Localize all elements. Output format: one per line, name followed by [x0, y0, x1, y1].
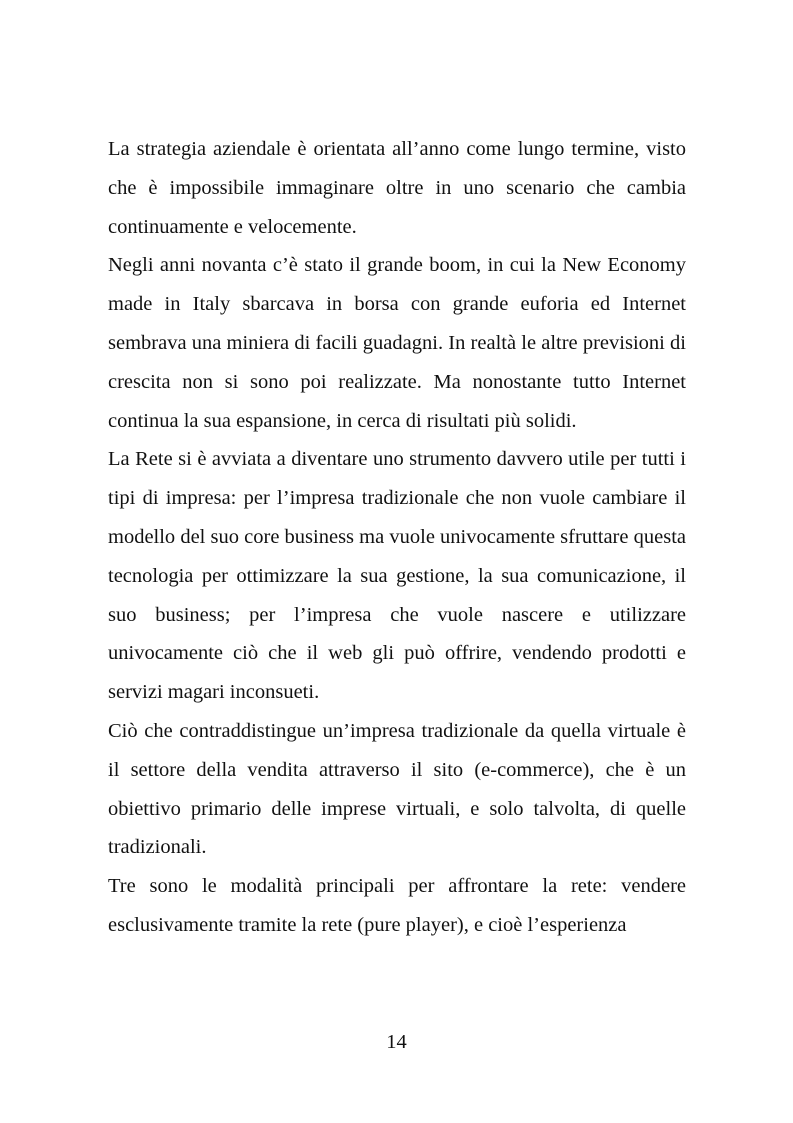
paragraph-network-tool: La Rete si è avviata a diventare uno strumento davvero utile per tutti i tipi di impresa: per l’impresa tradizionale che non vuole cambiare il modello del suo core business ma vuole univocamente sfruttare questa tecnologia per ottimizzare la sua gestione, la sua comunicazione, il suo business; per l’impresa che vuole nascere e utilizzare univocamente ciò che il web gli può offrire, vendendo prodotti e servizi magari inconsueti. [108, 448, 686, 704]
paragraph-ecommerce: Ciò che contraddistingue un’impresa tradizionale da quella virtuale è il settore della vendita attraverso il sito (e-commerce), che è un obiettivo primario delle imprese virtuali, e solo talvolta, di quelle tradizionali. [108, 719, 686, 859]
page-number: 14 [386, 1031, 407, 1053]
body-text [108, 130, 686, 945]
paragraph-new-economy: Negli anni novanta c’è stato il grande boom, in cui la New Economy made in Italy sbarcava in borsa con grande euforia ed Internet sembrava una miniera di facili guadagni. In realtà le altre previsioni di crescita non si sono poi realizzate. Ma nonostante tutto Internet continua la sua espansione, in cerca di risultati più solidi. [108, 254, 686, 432]
paragraph-strategy: La strategia aziendale è orientata all’anno come lungo termine, visto che è impossibile immaginare oltre in uno scenario che cambia continuamente e velocemente. [108, 138, 686, 238]
paragraph-modalities: Tre sono le modalità principali per affrontare la rete: vendere esclusivamente tramite la rete (pure player), e cioè l’esperienza [108, 875, 686, 936]
